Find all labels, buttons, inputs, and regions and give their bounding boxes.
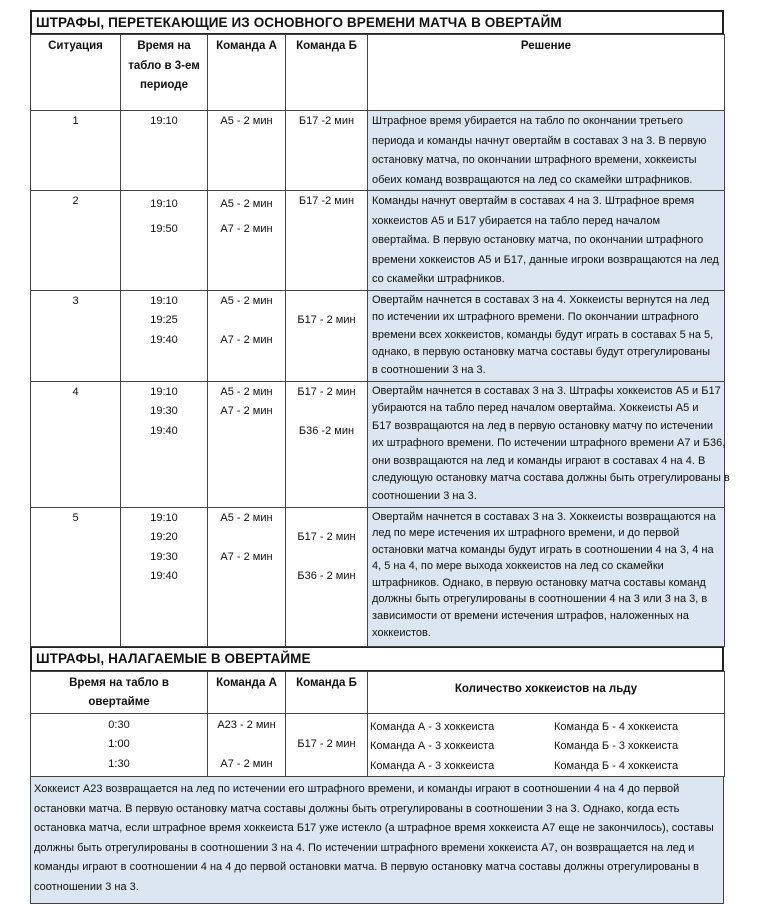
- team-b-cell: [286, 191, 368, 291]
- time-value: 19:10: [150, 115, 178, 127]
- section1-title: ШТРАФЫ, ПЕРЕТЕКАЮЩИЕ ИЗ ОСНОВНОГО ВРЕМЕНИ МАТЧА В ОВЕРТАЙМ: [30, 10, 724, 34]
- penalty-value: [286, 402, 367, 422]
- time-value: 19:50: [150, 223, 178, 235]
- overtime-penalties-table: [30, 671, 725, 778]
- solution-line: их штрафного времени. По истечении штрафного времени А7 и Б36,: [372, 437, 726, 449]
- time-value: 19:10: [150, 198, 178, 210]
- penalty-value: А7 - 2 мин: [220, 405, 273, 417]
- team-a-count: Команда А - 3 хоккеиста: [370, 720, 495, 733]
- solution-line: однако, в первую остановку матча составы будут отрегулированы: [372, 346, 711, 358]
- solution-line: со скамейки штрафников.: [372, 273, 505, 285]
- header-team-a: Команда А: [208, 671, 286, 713]
- penalty-value: А7 - 2 мин: [220, 223, 273, 235]
- header-time-line: периоде: [139, 79, 188, 91]
- table-row: [31, 111, 725, 191]
- penalty-value: А5 - 2 мин: [220, 385, 273, 398]
- header-time-line: овертайме: [88, 696, 150, 708]
- team-b-cell: [286, 507, 368, 646]
- penalty-value: А5 - 2 мин: [220, 198, 273, 210]
- situation-number: 5: [72, 511, 79, 524]
- solution-cell: [368, 191, 725, 291]
- team-a-cell: [208, 381, 286, 507]
- solution-line: по истечении их штрафного времени. По окончании штрафного: [372, 311, 699, 323]
- time-value: 19:20: [150, 531, 178, 543]
- time-value: 19:10: [150, 385, 178, 398]
- penalty-value: А7 - 2 мин: [220, 550, 273, 563]
- time-value: 19:10: [150, 511, 178, 524]
- solution-line: времени хоккеистов А5 и Б17, данные игроки возвращаются на лед: [372, 253, 719, 266]
- solution-line: остановки матча команды будут играть в соотношении 4 на 3, 4 на: [372, 543, 714, 556]
- team-b-count: Команда Б - 4 хоккеиста: [554, 759, 679, 772]
- team-b-cell: [286, 713, 368, 777]
- players-cell: [368, 713, 725, 777]
- solution-cell: [368, 507, 725, 646]
- solution-line: штрафников. Однако, в первую остановку матча составы команд: [372, 576, 706, 589]
- situation-cell: [31, 290, 121, 381]
- penalty-value: [286, 716, 367, 736]
- penalty-value: Б17 - 2 мин: [297, 385, 356, 398]
- note-line: Хоккеист А23 возвращается на лед по истечении его штрафного времени, и команды играют в соотношении 4 на 4 до первой: [34, 783, 680, 795]
- header-overtime-time: [31, 671, 208, 713]
- note-line: остановка матча, если штрафное время хоккеиста Б17 уже истекло (а штрафное время хоккеиста А7 еще не закончилось), составы: [34, 822, 714, 834]
- team-a-count: Команда А - 3 хоккеиста: [370, 740, 495, 752]
- penalty-value: [208, 735, 285, 755]
- time-value: 0:30: [108, 718, 130, 731]
- overtime-carryover-table: [30, 34, 730, 647]
- time-cell: [121, 290, 208, 381]
- solution-line: следующую остановку матча состава должны быть отрегулированы в: [372, 472, 730, 484]
- solution-line: зависимости от времени истечения штрафов, наложенных на: [372, 610, 689, 623]
- team-b-cell: [286, 290, 368, 381]
- table-row: [31, 191, 725, 291]
- solution-line: хоккеистов А5 и Б17 убирается на табло перед началом: [372, 214, 661, 227]
- header-players-on-ice: Количество хоккеистов на льду: [368, 671, 725, 713]
- header-time: [121, 35, 208, 111]
- solution-line: соотношении 3 на 3.: [372, 489, 477, 502]
- header-solution: Решение: [368, 35, 725, 111]
- solution-line: остановку матча, по окончании штрафного времени, хоккеисты: [372, 154, 697, 166]
- players-row: [368, 757, 724, 777]
- solution-line: времени всех хоккеистов, команды будут играть в составах 5 на 5,: [372, 328, 714, 341]
- penalty-value: Б17 - 2 мин: [297, 314, 356, 326]
- table-row: [31, 507, 725, 646]
- team-b-cell: [286, 111, 368, 191]
- section2-title: ШТРАФЫ, НАЛАГАЕМЫЕ В ОВЕРТАЙМЕ: [30, 647, 724, 671]
- table-row: [31, 381, 725, 507]
- penalty-value: [286, 292, 367, 312]
- players-row: [368, 737, 724, 757]
- header-situation: Ситуация: [31, 35, 121, 111]
- header-time-line: табло в 3-ем: [128, 59, 200, 72]
- situation-cell: [31, 191, 121, 291]
- penalty-value: Б17 -2 мин: [298, 115, 355, 127]
- table-row: [31, 713, 725, 777]
- table-header-row: [31, 35, 725, 111]
- solution-line: Команды начнут овертайм в составах 4 на 3. Штрафное время: [372, 195, 695, 207]
- situation-number: 3: [72, 294, 79, 307]
- time-value: 19:10: [150, 294, 178, 307]
- team-a-count: Команда А - 3 хоккеиста: [370, 759, 495, 772]
- team-b-count: Команда Б - 4 хоккеиста: [554, 720, 679, 733]
- solution-line: должны быть отрегулированы в соотношении 4 на 3 или 3 на 3, в: [372, 593, 708, 606]
- time-value: 19:30: [150, 550, 178, 563]
- team-b-cell: [286, 381, 368, 507]
- solution-cell: [368, 290, 725, 381]
- document-page: [30, 10, 730, 904]
- time-value: 19:40: [150, 424, 178, 437]
- table-header-row: [31, 671, 725, 713]
- solution-line: Штрафное время убирается на табло по окончании третьего: [372, 115, 684, 127]
- note-line: должны быть отрегулированы в соотношении 3 на 4. По истечении штрафного времени хоккеиста А7, он возвращается на лед и: [34, 841, 695, 854]
- header-time-line: Время на: [137, 40, 191, 52]
- situation-number: 2: [72, 195, 79, 207]
- penalty-value: [286, 548, 367, 568]
- time-cell: [121, 191, 208, 291]
- penalty-value: А7 - 2 мин: [220, 757, 273, 770]
- team-a-cell: [208, 507, 286, 646]
- table-row: [31, 290, 725, 381]
- time-value: 19:30: [150, 405, 178, 417]
- overtime-note: [30, 777, 724, 904]
- header-time-line: Время на табло в: [69, 676, 169, 689]
- penalty-value: [286, 509, 367, 529]
- solution-line: Овертайм начнется в составах 3 на 3. Штрафы хоккеистов А5 и Б17: [372, 384, 721, 397]
- time-value: 1:30: [108, 757, 130, 770]
- team-a-cell: [208, 191, 286, 291]
- situation-cell: [31, 381, 121, 507]
- team-b-count: Команда Б - 3 хоккеиста: [554, 740, 679, 752]
- header-team-b: Команда Б: [286, 35, 368, 111]
- penalty-value: Б17 - 2 мин: [297, 738, 356, 750]
- team-a-cell: [208, 111, 286, 191]
- penalty-value: Б17 -2 мин: [298, 195, 355, 207]
- solution-line: Б17 возвращаются на лед в первую остановку матчу по истечении: [372, 419, 714, 432]
- solution-line: периода и команды начнут овертайм в составах 3 на 3. В первую: [372, 134, 707, 147]
- solution-line: в соотношении 3 на 3.: [372, 363, 486, 376]
- penalty-value: Б36 - 2 мин: [297, 570, 356, 582]
- solution-line: они возвращаются на лед и команды играют в составах 4 на 4. В: [372, 454, 706, 467]
- team-a-cell: [208, 290, 286, 381]
- situation-number: 4: [72, 385, 79, 398]
- time-value: 19:40: [150, 333, 178, 346]
- situation-cell: [31, 507, 121, 646]
- time-cell: [31, 713, 208, 777]
- penalty-value: Б17 - 2 мин: [297, 531, 356, 543]
- note-line: команды играют в соотношении 4 на 4 до первой остановки матча. В первую остановку матча составы должны отрегулированы в: [34, 861, 700, 873]
- time-value: 1:00: [108, 738, 130, 750]
- penalty-value: А5 - 2 мин: [220, 115, 273, 127]
- solution-line: 4, 5 на 4, по мере выхода хоккеистов на лед со скамейки: [372, 560, 664, 573]
- players-row: [368, 718, 724, 738]
- solution-line: Овертайм начнется в составах 3 на 3. Хоккеисты возвращаются на: [372, 510, 716, 523]
- solution-line: Овертайм начнется в составах 3 на 4. Хоккеисты вернутся на лед: [372, 293, 709, 306]
- solution-cell: [368, 381, 730, 507]
- note-line: остановки матча. В первую остановку матча составы должны быть отрегулированы в соотношении 3 на 3. Однако, когда есть: [34, 802, 680, 815]
- penalty-value: [208, 528, 285, 548]
- time-cell: [121, 381, 208, 507]
- solution-line: лед по мере истечения их штрафного времени, и до первой: [372, 527, 680, 540]
- penalty-value: Б36 -2 мин: [298, 424, 355, 437]
- team-a-cell: [208, 713, 286, 777]
- situation-cell: [31, 111, 121, 191]
- penalty-value: [208, 311, 285, 331]
- header-team-b: Команда Б: [286, 671, 368, 713]
- solution-line: овертайма. В первую остановку матча, по окончании штрафного: [372, 234, 704, 246]
- header-team-a: Команда А: [208, 35, 286, 111]
- solution-line: обеих команд возвращаются на лед со скамейки штрафников.: [372, 173, 693, 186]
- penalty-value: А23 - 2 мин: [217, 718, 276, 731]
- penalty-value: А7 - 2 мин: [220, 333, 273, 346]
- situation-number: 1: [72, 115, 79, 127]
- penalty-value: А5 - 2 мин: [220, 294, 273, 307]
- penalty-value: А5 - 2 мин: [220, 511, 273, 524]
- solution-line: убираются на табло перед началом овертайма. Хоккеисты А5 и: [372, 402, 699, 414]
- note-line: соотношении 3 на 3.: [34, 880, 139, 893]
- solution-line: хоккеистов.: [372, 626, 431, 639]
- time-value: 19:25: [150, 314, 178, 326]
- time-cell: [121, 507, 208, 646]
- time-cell: [121, 111, 208, 191]
- time-value: 19:40: [150, 570, 178, 582]
- solution-cell: [368, 111, 725, 191]
